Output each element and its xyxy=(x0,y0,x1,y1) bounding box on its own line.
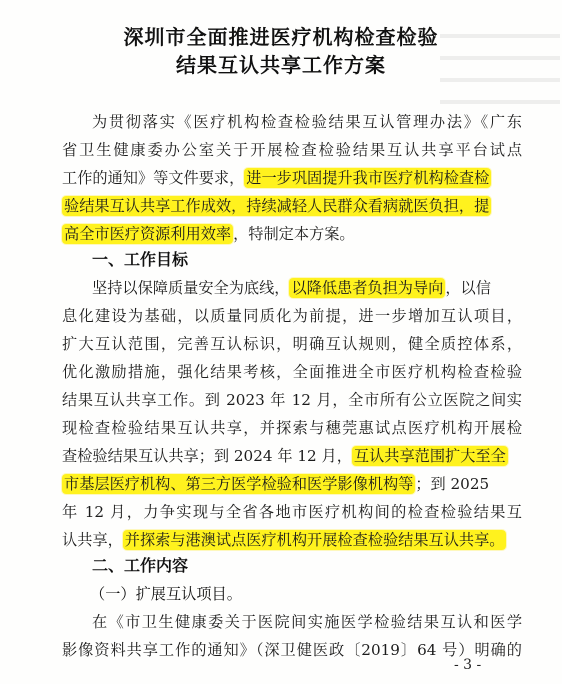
intro-line-5-text: ，特制定本方案。 xyxy=(233,225,355,243)
intro-line-3 xyxy=(62,168,522,188)
section-heading-goals: 一、工作目标 xyxy=(92,250,189,269)
goals-line-10 xyxy=(62,530,522,550)
intro-line-5 xyxy=(62,224,522,244)
goals-line-10-text: 认共享， xyxy=(62,531,123,549)
page-number: - 3 - xyxy=(454,657,482,673)
highlight-goals-1: 以降低患者负担为导向 xyxy=(291,279,444,297)
document-title-line2: 结果互认共享工作方案 xyxy=(176,53,386,77)
intro-line-4 xyxy=(62,196,522,216)
content-line-1: 在《市卫生健康委关于医院间实施医学检验结果互认和医学 xyxy=(92,613,522,631)
highlight-goals-2: 互认共享范围扩大至全 xyxy=(353,447,506,465)
content-line-2: 影像资料共享工作的通知》（深卫健医政〔2019〕64 号）明确的 xyxy=(62,641,522,659)
goals-line-1 xyxy=(92,278,552,298)
highlight-intro-1: 进一步巩固提升我市医疗机构检查检 xyxy=(246,169,490,187)
intro-line-2: 省卫生健康委办公室关于开展检查检验结果互认共享平台试点 xyxy=(62,141,522,159)
highlight-goals-4: 并探索与港澳试点医疗机构开展检查检验结果互认共享。 xyxy=(124,531,505,549)
goals-line-1-text: 坚持以保障质量安全为底线， xyxy=(92,279,290,297)
goals-line-7-text: 查检验结果互认共享；到 2024 年 12 月， xyxy=(62,447,352,465)
goals-line-5: 结果互认共享工作。到 2023 年 12 月，全市所有公立医院之间实 xyxy=(62,391,522,409)
goals-line-9: 年 12 月，力争实现与全省各地市医疗机构间的检查检验结果互 xyxy=(62,503,522,521)
goals-line-1-tail: ，以信 xyxy=(445,279,491,297)
goals-line-3: 扩大互认范围，完善互认标识，明确互认规则，健全质控体系， xyxy=(62,335,522,353)
goals-line-2: 息化建设为基础，以质量同质化为前提，进一步增加互认项目， xyxy=(62,307,522,325)
goals-line-7 xyxy=(62,446,522,466)
goals-line-6: 现检查检验结果互认共享，并探索与穗莞惠试点医疗机构开展检 xyxy=(62,419,522,437)
goals-line-8-text: ；到 2025 xyxy=(415,475,490,493)
highlight-goals-3: 市基层医疗机构、第三方医学检验和医学影像机构等 xyxy=(64,475,414,493)
highlight-intro-2: 验结果互认共享工作成效，持续减轻人民群众看病就医负担，提 xyxy=(64,197,490,215)
intro-line-1: 为贯彻落实《医疗机构检查检验结果互认管理办法》《广东 xyxy=(92,113,522,131)
document-title-line1: 深圳市全面推进医疗机构检查检验 xyxy=(123,25,439,49)
subsection-heading-expand: （一）扩展互认项目。 xyxy=(90,585,242,603)
goals-line-4: 优化激励措施，强化结果考核，全面推进全市医疗机构检查检验 xyxy=(62,363,522,381)
section-heading-content: 二、工作内容 xyxy=(92,556,189,575)
intro-line-3-text: 工作的通知》等文件要求， xyxy=(62,169,245,187)
goals-line-8 xyxy=(62,474,522,494)
highlight-intro-3: 高全市医疗资源利用效率 xyxy=(64,225,232,243)
